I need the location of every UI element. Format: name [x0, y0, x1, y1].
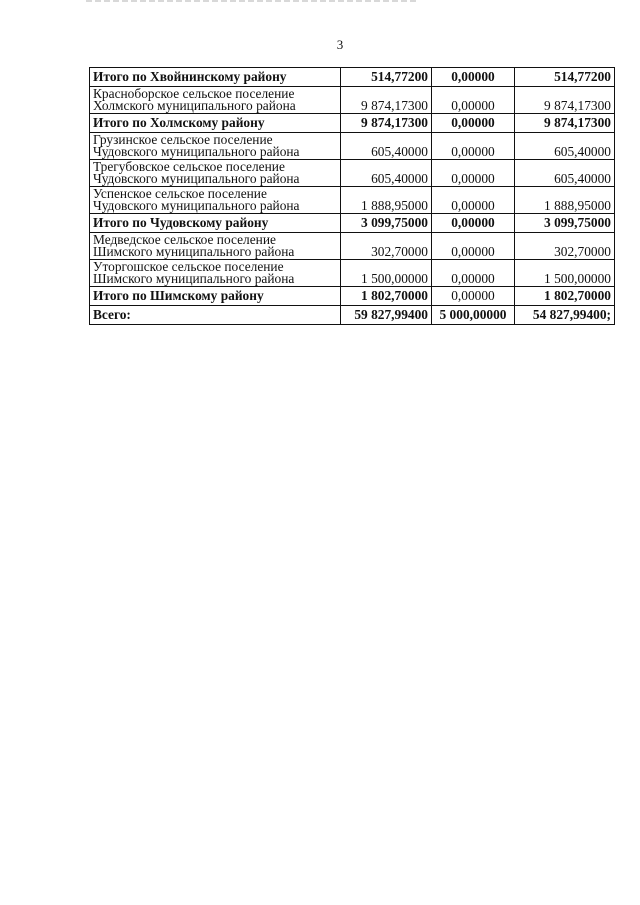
- amount-cell-a: 605,40000: [341, 160, 432, 187]
- amount-cell-c: 302,70000: [515, 233, 615, 260]
- settlement-name-line: Грузинское сельское поселение: [93, 132, 273, 147]
- settlement-name-line: Медведское сельское поселение: [93, 232, 276, 247]
- amount-cell-b: 0,00000: [432, 214, 515, 233]
- amount-cell-b: 5 000,00000: [432, 306, 515, 325]
- amount-cell-a: 1 802,70000: [341, 287, 432, 306]
- row-name-cell: [90, 160, 341, 187]
- amount-cell-b: 0,00000: [432, 114, 515, 133]
- settlement-name-line: Чудовского муниципального района: [93, 198, 300, 213]
- amount-cell-b: 0,00000: [432, 233, 515, 260]
- amount-cell-c: 9 874,17300: [515, 87, 615, 114]
- amount-cell-c: 605,40000: [515, 133, 615, 160]
- amount-cell-c: 9 874,17300: [515, 114, 615, 133]
- amount-cell-a: 514,77200: [341, 68, 432, 87]
- amount-cell-c: 605,40000: [515, 160, 615, 187]
- table-row: [90, 160, 615, 187]
- table-row: [90, 87, 615, 114]
- amount-cell-a: 9 874,17300: [341, 114, 432, 133]
- settlement-name-line: Чудовского муниципального района: [93, 171, 300, 186]
- row-name-cell: [90, 87, 341, 114]
- amount-cell-b: 0,00000: [432, 187, 515, 214]
- amount-cell-c: 1 802,70000: [515, 287, 615, 306]
- amount-cell-a: 1 500,00000: [341, 260, 432, 287]
- settlement-name-line: Шимского муниципального района: [93, 271, 295, 286]
- settlement-name-line: Успенское сельское поселение: [93, 186, 267, 201]
- row-name-cell: Итого по Холмскому району: [90, 114, 341, 133]
- settlement-name-line: Холмского муниципального района: [93, 98, 296, 113]
- amount-cell-b: 0,00000: [432, 87, 515, 114]
- amount-cell-b: 0,00000: [432, 287, 515, 306]
- table-row: [90, 233, 615, 260]
- row-name-cell: [90, 133, 341, 160]
- amount-cell-c: 3 099,75000: [515, 214, 615, 233]
- row-name-cell: Всего:: [90, 306, 341, 325]
- scan-artifact-line: [86, 0, 416, 2]
- row-name-cell: Итого по Хвойнинскому району: [90, 68, 341, 87]
- amount-cell-a: 605,40000: [341, 133, 432, 160]
- amount-cell-a: 1 888,95000: [341, 187, 432, 214]
- row-name-cell: [90, 233, 341, 260]
- settlement-name-line: Шимского муниципального района: [93, 244, 295, 259]
- table-total-row: [90, 68, 615, 87]
- row-name-cell: [90, 260, 341, 287]
- amount-cell-a: 302,70000: [341, 233, 432, 260]
- settlement-name-line: Красноборское сельское поселение: [93, 86, 295, 101]
- table-row: [90, 187, 615, 214]
- table-row: [90, 133, 615, 160]
- settlement-name-line: Трегубовское сельское поселение: [93, 159, 285, 174]
- settlement-name-line: Чудовского муниципального района: [93, 144, 300, 159]
- settlement-name-line: Уторгошское сельское поселение: [93, 259, 284, 274]
- amount-cell-c: 1 500,00000: [515, 260, 615, 287]
- amount-cell-c: 1 888,95000: [515, 187, 615, 214]
- amount-cell-a: 59 827,99400: [341, 306, 432, 325]
- amount-cell-b: 0,00000: [432, 68, 515, 87]
- budget-table: [89, 67, 615, 325]
- amount-cell-c: 514,77200: [515, 68, 615, 87]
- amount-cell-a: 3 099,75000: [341, 214, 432, 233]
- row-name-cell: Итого по Шимскому району: [90, 287, 341, 306]
- budget-table-body: [90, 68, 615, 325]
- amount-cell-b: 0,00000: [432, 260, 515, 287]
- row-name-cell: Итого по Чудовскому району: [90, 214, 341, 233]
- table-total-row: [90, 214, 615, 233]
- row-name-cell: [90, 187, 341, 214]
- table-total-row: [90, 306, 615, 325]
- table-total-row: [90, 287, 615, 306]
- page-number: 3: [336, 37, 344, 52]
- amount-cell-c: 54 827,99400;: [515, 306, 615, 325]
- table-row: [90, 260, 615, 287]
- amount-cell-a: 9 874,17300: [341, 87, 432, 114]
- amount-cell-b: 0,00000: [432, 133, 515, 160]
- table-total-row: [90, 114, 615, 133]
- amount-cell-b: 0,00000: [432, 160, 515, 187]
